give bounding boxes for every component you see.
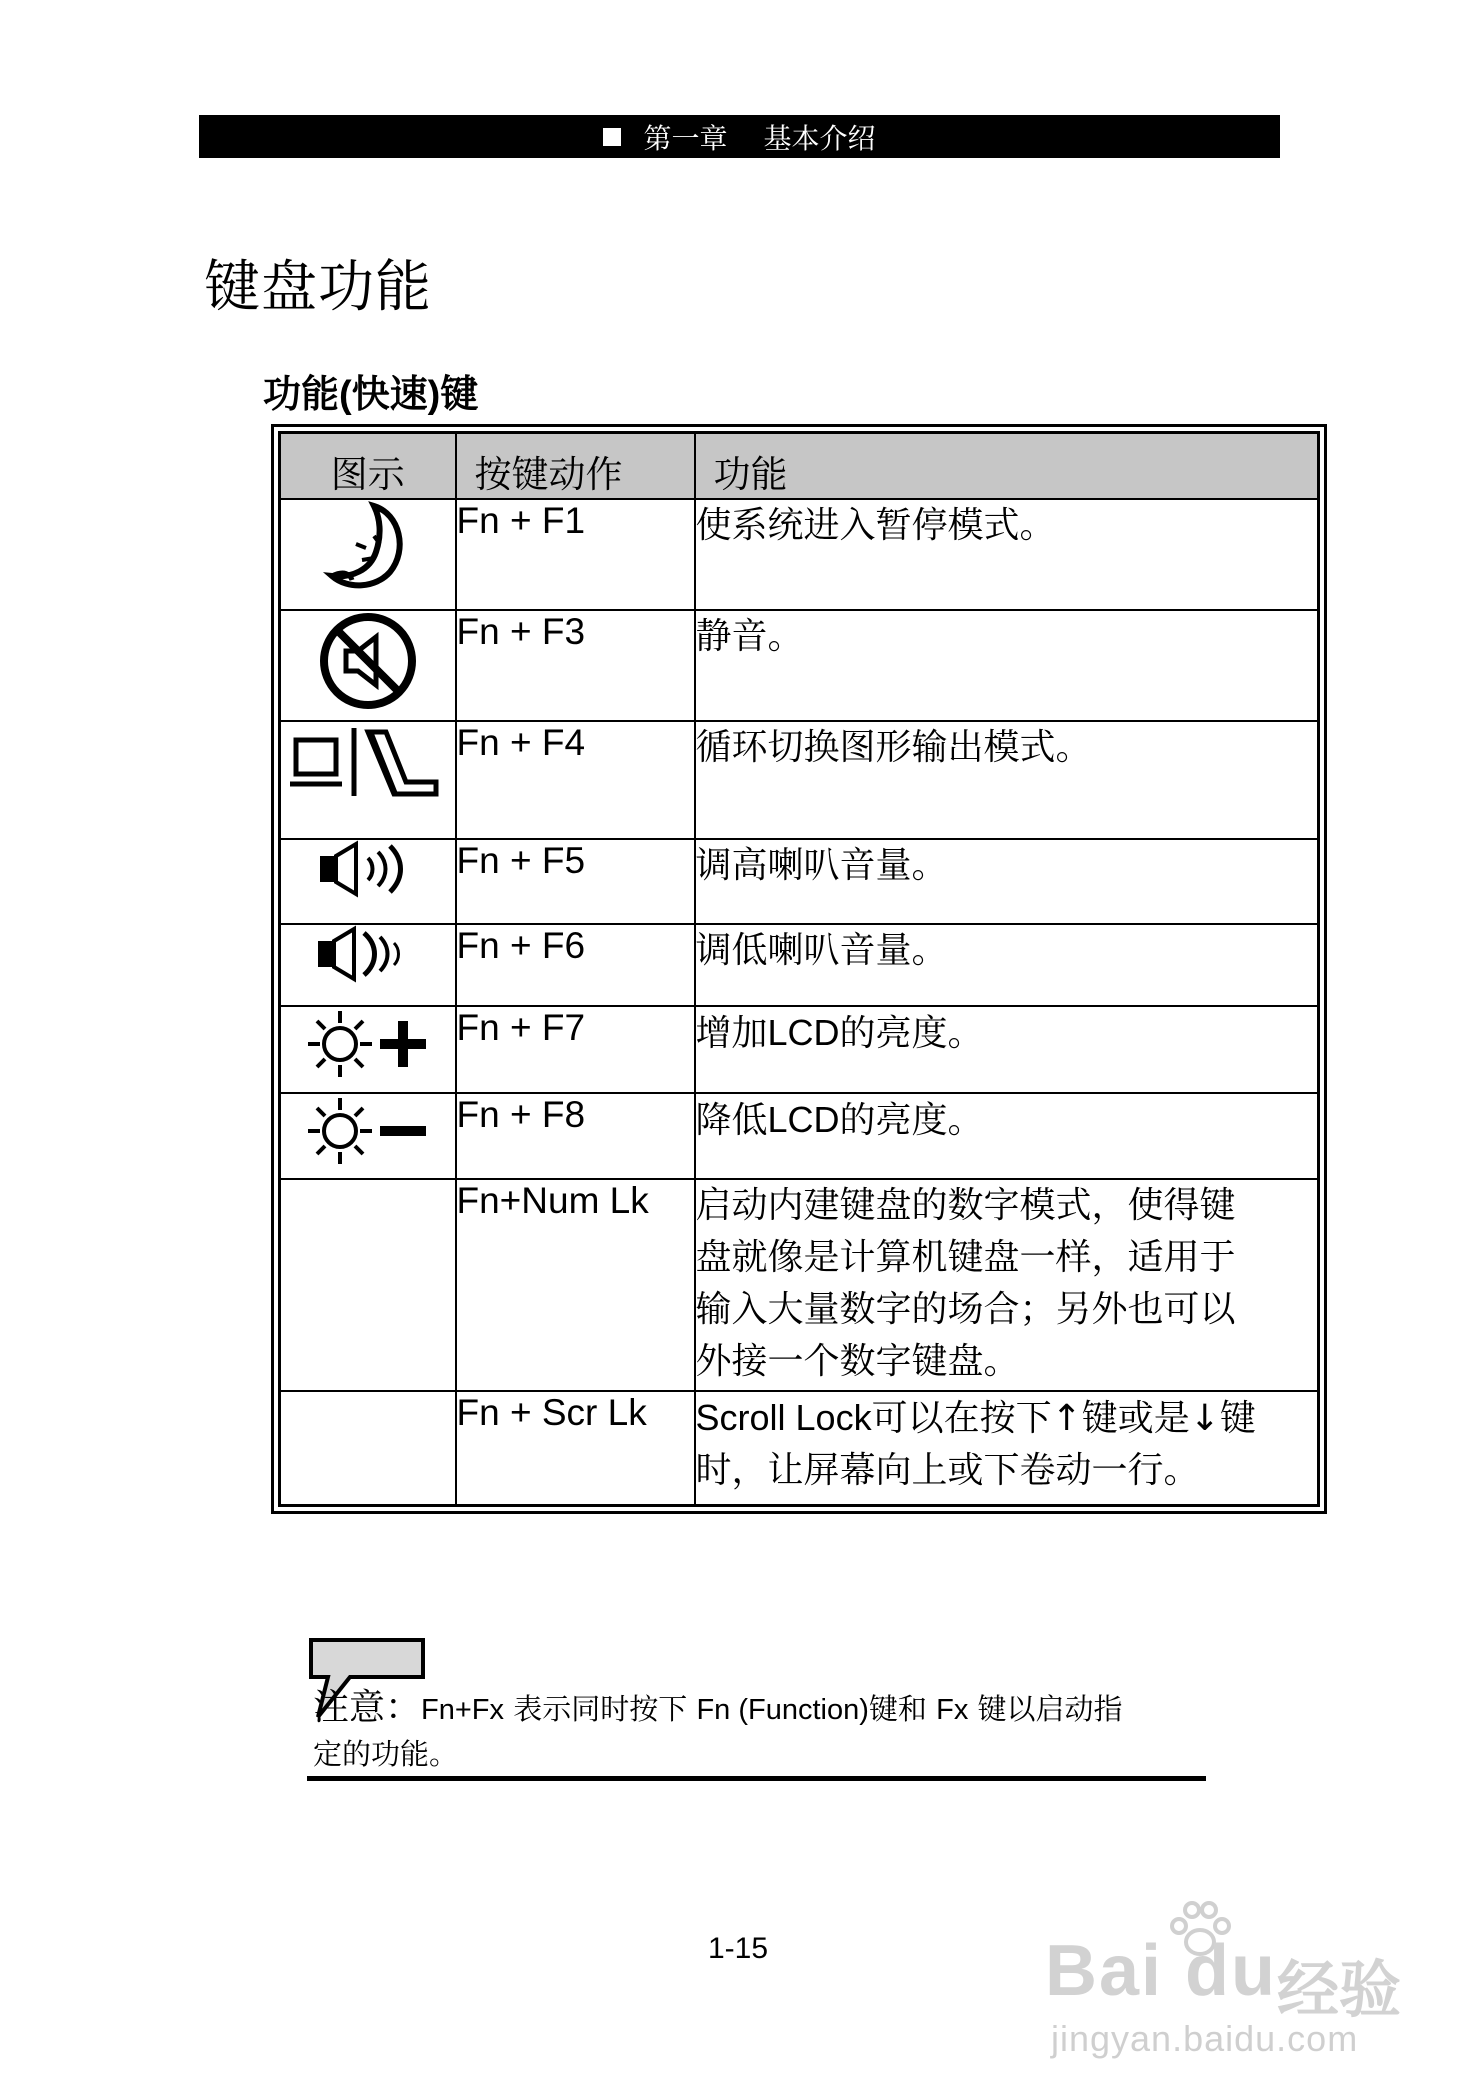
key-combo: Fn + F1 (456, 499, 695, 610)
brightness-down-icon (306, 1094, 430, 1168)
column-header-function: 功能 (695, 433, 1319, 500)
table-row (280, 1093, 1319, 1179)
page-number: 1-15 (707, 1932, 769, 1965)
function-line (696, 1392, 1318, 1445)
icon-cell (280, 924, 456, 1006)
chapter-header (199, 115, 1280, 158)
page-title: 键盘功能 (204, 255, 432, 320)
key-combo: Fn + Scr Lk (456, 1391, 695, 1506)
baidu-jingyan-watermark (1045, 1900, 1455, 2060)
square-bullet-icon (603, 128, 621, 146)
table-header-row (280, 433, 1319, 500)
function-text: 可以在按下↑键或是↓键 (871, 1398, 1256, 1439)
mute-icon (318, 611, 418, 711)
function-description (695, 1179, 1319, 1391)
table-row (280, 1006, 1319, 1093)
column-header-icon: 图示 (280, 433, 456, 500)
function-line: 外接一个数字键盘。 (695, 1341, 1020, 1382)
sleep-moon-icon (322, 500, 414, 592)
key-combo: Fn + F3 (456, 610, 695, 721)
note-text: 定的功能。 (313, 1737, 459, 1771)
icon-cell (280, 1179, 456, 1391)
table-row (280, 924, 1319, 1006)
function-text-post: 的亮度。 (839, 1100, 984, 1141)
key-combo: Fn+Num Lk (456, 1179, 695, 1391)
function-text-latin: Scroll Lock (695, 1397, 872, 1438)
function-text-latin: LCD (767, 1012, 840, 1053)
table-row (280, 610, 1319, 721)
table-row (280, 499, 1319, 610)
function-line: 启动内建键盘的数字模式，使得键 (695, 1185, 1236, 1226)
icon-cell (280, 499, 456, 610)
function-text-latin: LCD (767, 1099, 840, 1140)
section-subtitle: 功能(快速)键 (263, 374, 479, 416)
watermark-logo: Bai du (1045, 1931, 1278, 2011)
brightness-up-icon (306, 1007, 430, 1081)
table-row (280, 1391, 1319, 1506)
column-header-key: 按键动作 (456, 433, 695, 500)
function-description (695, 1006, 1319, 1093)
note-text-latin: Fn+Fx (421, 1694, 505, 1726)
icon-cell (280, 610, 456, 721)
function-description: 循环切换图形输出模式。 (695, 721, 1319, 839)
icon-cell (280, 721, 456, 839)
key-combo: Fn + F8 (456, 1093, 695, 1179)
icon-cell (280, 1093, 456, 1179)
key-combo: Fn + F6 (456, 924, 695, 1006)
note-paragraph (313, 1686, 1233, 1776)
function-text-pre: 增加 (695, 1013, 768, 1054)
function-line: 输入大量数字的场合；另外也可以 (695, 1289, 1236, 1330)
section-label: 基本介绍 (763, 121, 876, 155)
watermark-brand: 经验 (1277, 1953, 1402, 2026)
table-row (280, 839, 1319, 924)
note-label: 注意： (313, 1687, 422, 1728)
function-description: 调低喇叭音量。 (695, 924, 1319, 1006)
table-row (280, 1179, 1319, 1391)
note-text: 表示同时按下 (504, 1692, 697, 1726)
volume-up-icon (316, 840, 420, 898)
function-text-pre: 降低 (695, 1100, 768, 1141)
function-key-table-frame (271, 424, 1327, 1514)
note-text: 键以启动指 (968, 1692, 1123, 1726)
function-description: 使系统进入暂停模式。 (695, 499, 1319, 610)
note-text: 键和 (868, 1692, 937, 1726)
function-text-post: 的亮度。 (839, 1013, 984, 1054)
function-description: 调高喇叭音量。 (695, 839, 1319, 924)
key-combo: Fn + F7 (456, 1006, 695, 1093)
table-row (280, 721, 1319, 839)
key-combo: Fn + F4 (456, 721, 695, 839)
function-description: 静音。 (695, 610, 1319, 721)
function-line: 盘就像是计算机键盘一样，适用于 (695, 1237, 1236, 1278)
display-switch-icon (286, 722, 450, 802)
function-description (695, 1093, 1319, 1179)
note-text-latin: Fx (936, 1694, 969, 1726)
note-text-latin: Fn (Function) (696, 1694, 869, 1726)
chapter-label: 第一章 (643, 121, 728, 155)
function-line: 时，让屏幕向上或下卷动一行。 (695, 1450, 1200, 1491)
watermark-url: jingyan.baidu.com (1051, 2018, 1359, 2059)
volume-down-icon (314, 925, 422, 983)
function-description (695, 1391, 1319, 1506)
icon-cell (280, 1391, 456, 1506)
key-combo: Fn + F5 (456, 839, 695, 924)
icon-cell (280, 1006, 456, 1093)
note-divider (307, 1776, 1206, 1781)
function-key-table (278, 431, 1320, 1507)
icon-cell (280, 839, 456, 924)
